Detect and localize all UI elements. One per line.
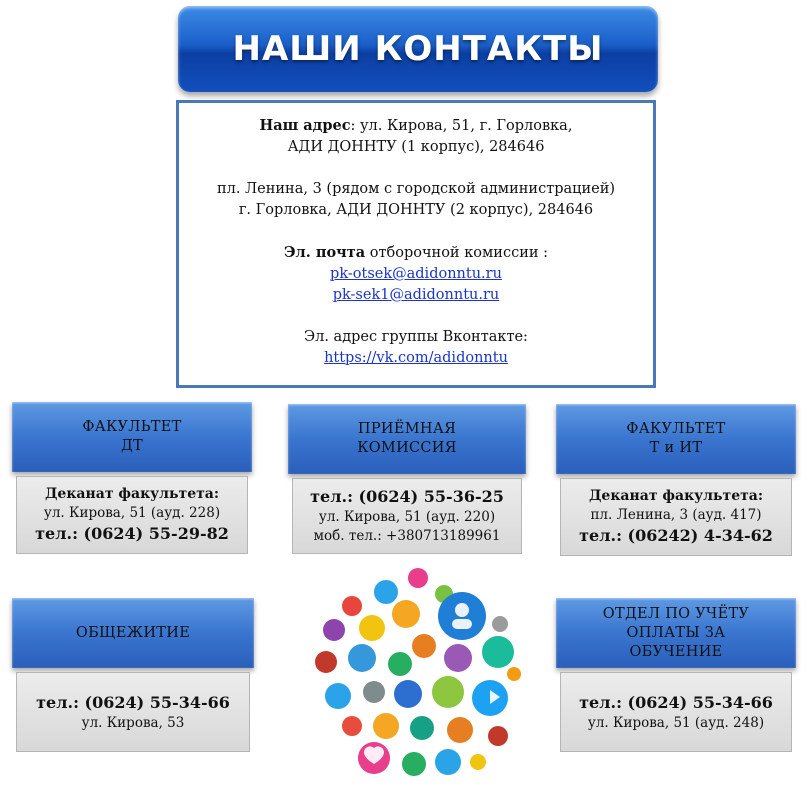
phone-dt: тел.: (0624) 55-29-82 [35,524,229,543]
card-dormitory [12,598,254,754]
bubble-icon [388,652,412,676]
bubble-icon [432,676,464,708]
card-payment-header: ОТДЕЛ ПО УЧЁТУ ОПЛАТЫ ЗА ОБУЧЕНИЕ [556,598,796,668]
email-link-2[interactable]: pk-sek1@adidonntu.ru [332,287,500,303]
card-faculty-dt-body: Деканат факультета: ул. Кирова, 51 (ауд. 228) тел.: (0624) 55-29-82 [16,476,248,554]
card-admission-body: тел.: (0624) 55-36-25 ул. Кирова, 51 (ауд. 220) моб. тел.: +380713189961 [292,478,522,554]
bubble-icon [363,681,385,703]
bubble-icon [342,596,362,616]
card-faculty-dt-header: ФАКУЛЬТЕТ ДТ [12,402,252,472]
contacts-banner [178,6,658,92]
bubble-icon [373,713,399,739]
card-dormitory-body: тел.: (0624) 55-34-66 ул. Кирова, 53 [16,672,250,752]
bubble-icon [408,568,428,588]
phone-payment: тел.: (0624) 55-34-66 [579,692,773,712]
address-line-1: Наш адрес: ул. Кирова, 51, г. Горловка, [259,117,573,134]
bubble-icon [410,716,434,740]
email-link-1[interactable]: pk-otsek@adidonntu.ru [330,266,502,282]
phone-tit: тел.: (06242) 4-34-62 [579,526,773,545]
card-faculty-tit [556,404,796,556]
bubble-icon [342,716,362,736]
card-faculty-dt [12,402,252,554]
card-admission [288,404,526,554]
card-faculty-tit-body: Деканат факультета: пл. Ленина, 3 (ауд. 417) тел.: (06242) 4-34-62 [560,478,792,556]
bubble-icon [412,634,436,658]
bubble-icon [315,651,337,673]
banner-title: НАШИ КОНТАКТЫ [232,29,604,69]
card-payment-body: тел.: (0624) 55-34-66 ул. Кирова, 51 (ауд. 248) [560,672,792,752]
bubble-icon [435,749,461,775]
phone-dorm: тел.: (0624) 55-34-66 [36,692,230,712]
vk-heading: Эл. адрес группы Вконтакте: [304,329,528,345]
bubble-icon [392,600,420,628]
card-dormitory-header: ОБЩЕЖИТИЕ [12,598,254,668]
bubble-icon [359,615,385,641]
vk-link[interactable]: https://vk.com/adidonntu [324,350,508,366]
address-line-4: г. Горловка, АДИ ДОННТУ (2 корпус), 284646 [238,202,594,218]
bubble-icon [447,717,473,743]
social-bubbles-illustration [312,566,524,780]
bubble-icon [470,754,486,770]
bubble-icon [402,752,426,776]
bubble-icon [394,680,422,708]
email-heading: Эл. почта отборочной комиссии : [283,244,549,261]
bubble-icon [348,644,376,672]
bubble-icon [488,726,508,746]
address-line-2: АДИ ДОННТУ (1 корпус), 284646 [287,139,545,155]
address-box [176,100,656,388]
bubble-icon [492,616,508,632]
phone-admission: тел.: (0624) 55-36-25 [310,487,504,506]
bubble-icon [482,636,514,668]
card-admission-header: ПРИЁМНАЯ КОМИССИЯ [288,404,526,474]
bubble-icon [325,683,351,709]
address-line-3: пл. Ленина, 3 (рядом с городской администрацией) [216,181,616,197]
bubble-icon [374,580,398,604]
bubble-icon [444,644,472,672]
bubble-icon [323,619,345,641]
card-payment-dept [556,598,796,754]
bubble-icon [507,667,521,681]
card-faculty-tit-header: ФАКУЛЬТЕТ Т и ИТ [556,404,796,474]
